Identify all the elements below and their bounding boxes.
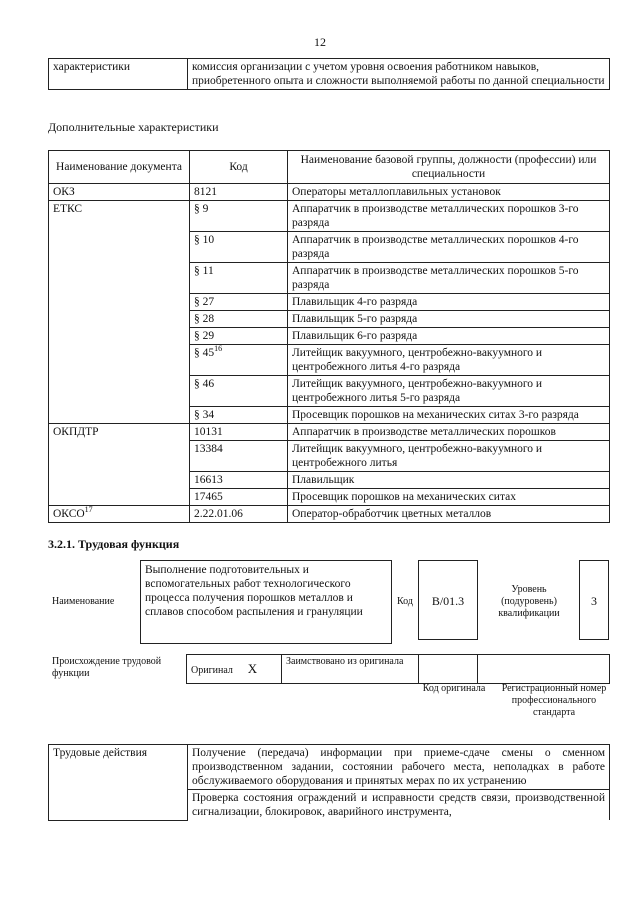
level-label: Уровень (подуровень) квалификации xyxy=(498,584,560,619)
labor-item: Получение (передача) информации при приеме-сдаче смены о сменном производственном задании, состоянии рабочего места, неполадках в работе обслуживаемого оборудования и принятых мерах по их устранению xyxy=(188,745,610,790)
code-label: Код xyxy=(397,596,413,607)
code-cell: 13384 xyxy=(190,441,288,472)
function-name-box xyxy=(140,560,392,644)
name-cell: Операторы металлоплавильных установок xyxy=(288,184,610,201)
code-cell: 17465 xyxy=(190,489,288,506)
code-cell xyxy=(190,345,288,376)
footnote-mark: 16 xyxy=(214,344,223,354)
code-cell: 16613 xyxy=(190,472,288,489)
original-mark: X xyxy=(247,660,258,676)
header-code: Код xyxy=(190,151,288,184)
level-value: 3 xyxy=(591,594,597,608)
name-cell: Плавильщик 5-го разряда xyxy=(288,311,610,328)
name-cell: Аппаратчик в производстве металлических порошков 4-го разряда xyxy=(288,232,610,263)
code-original-caption: Код оригинала xyxy=(422,683,486,694)
reg-number-caption: Регистрационный номер профессионального стандарта xyxy=(501,683,607,718)
original-label-cell xyxy=(187,655,282,684)
table-row xyxy=(49,59,610,90)
name-cell: Литейщик вакуумного, центробежно-вакуумного и центробежного литья xyxy=(288,441,610,472)
name-cell: Литейщик вакуумного, центробежно-вакуумного и центробежного литья 4-го разряда xyxy=(288,345,610,376)
code-cell: 10131 xyxy=(190,424,288,441)
origin-label: Происхождение трудовой функции xyxy=(52,656,162,679)
code-cell: § 9 xyxy=(190,201,288,232)
name-cell: Оператор-обработчик цветных металлов xyxy=(288,506,610,523)
name-cell: Плавильщик 6-го разряда xyxy=(288,328,610,345)
doc-text: ОКСО xyxy=(53,508,85,520)
footnote-mark: 17 xyxy=(84,505,93,515)
doc-cell xyxy=(49,506,190,523)
header-doc: Наименование документа xyxy=(49,151,190,184)
name-cell: Просевщик порошков на механических ситах 3-го разряда xyxy=(288,407,610,424)
code-cell: § 10 xyxy=(190,232,288,263)
row-label: характеристики xyxy=(49,59,188,90)
level-box xyxy=(579,560,609,640)
labor-item: Проверка состояния ограждений и исправности средств связи, производственной сигнализации, блокировок, аварийного инструмента, xyxy=(188,790,610,821)
origin-table xyxy=(186,654,610,684)
additional-characteristics-table xyxy=(48,150,610,523)
doc-cell: ОКЗ xyxy=(49,184,190,201)
table-row xyxy=(49,201,610,232)
reg-number-cell xyxy=(478,655,610,684)
name-label: Наименование xyxy=(52,596,115,607)
section-title: 3.2.1. Трудовая функция xyxy=(48,537,180,551)
borrowed-label: Заимствовано из оригинала xyxy=(282,655,419,684)
code-cell: § 11 xyxy=(190,263,288,294)
table-row xyxy=(187,655,610,684)
name-cell: Аппаратчик в производстве металлических порошков xyxy=(288,424,610,441)
code-cell: 2.22.01.06 xyxy=(190,506,288,523)
function-name: Выполнение подготовительных и вспомогательных работ технологического процесса получения порошков металлов и сплавов способом распыления и грануляции xyxy=(145,564,363,618)
name-cell: Плавильщик xyxy=(288,472,610,489)
table-row xyxy=(49,424,610,441)
name-cell: Литейщик вакуумного, центробежно-вакуумного и центробежного литья 5-го разряда xyxy=(288,376,610,407)
table-row xyxy=(49,745,610,790)
table-header-row xyxy=(49,151,610,184)
labor-label: Трудовые действия xyxy=(49,745,188,821)
name-cell: Аппаратчик в производстве металлических порошков 3-го разряда xyxy=(288,201,610,232)
table-row xyxy=(49,506,610,523)
code-cell: § 29 xyxy=(190,328,288,345)
additional-characteristics-title: Дополнительные характеристики xyxy=(48,120,219,134)
table-row xyxy=(49,184,610,201)
doc-cell: ОКПДТР xyxy=(49,424,190,506)
labor-actions-table xyxy=(48,744,610,821)
doc-cell: ЕТКС xyxy=(49,201,190,424)
code-box xyxy=(418,560,478,640)
page-number: 12 xyxy=(314,35,326,49)
row-text: комиссия организации с учетом уровня освоения работником навыков, приобретенного опыта и сложности выполняемой работы по данной специальности xyxy=(188,59,610,90)
code-cell: 8121 xyxy=(190,184,288,201)
name-cell: Аппаратчик в производстве металлических порошков 5-го разряда xyxy=(288,263,610,294)
original-label: Оригинал xyxy=(191,664,233,676)
name-cell: Просевщик порошков на механических ситах xyxy=(288,489,610,506)
code-cell: § 34 xyxy=(190,407,288,424)
code-cell: § 28 xyxy=(190,311,288,328)
code-value: B/01.3 xyxy=(431,594,465,608)
header-name: Наименование базовой группы, должности (профессии) или специальности xyxy=(288,151,610,184)
code-cell: § 27 xyxy=(190,294,288,311)
qualification-table xyxy=(48,58,610,90)
code-text: § 45 xyxy=(194,347,215,359)
name-cell: Плавильщик 4-го разряда xyxy=(288,294,610,311)
code-original-cell xyxy=(419,655,478,684)
code-cell: § 46 xyxy=(190,376,288,407)
